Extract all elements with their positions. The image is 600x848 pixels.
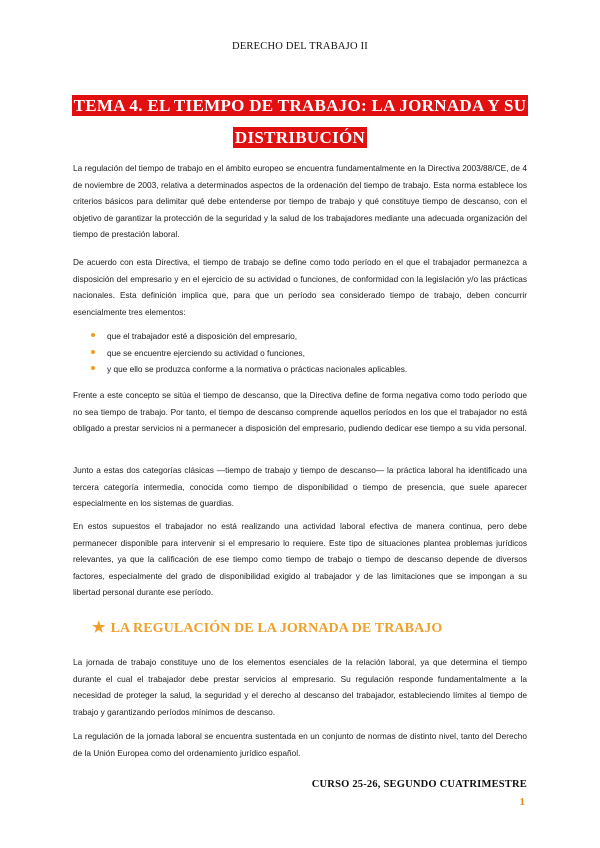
paragraph-text: En estos supuestos el trabajador no está realizando una actividad laboral efectiva de manera continua, pero debe permanecer disponible para intervenir si el empresario lo requiere. Este tipo de situaciones plantea problemas jurídicos relevantes, ya que la calificación de ese tiempo como tiempo de trabajo o tiempo de descanso depende de diversos factores, especialmente del grado de disponibilidad exigido al trabajador y de las limitaciones que se impongan a su libertad personal durante ese período. — [73, 521, 527, 597]
list-item — [91, 328, 511, 345]
list-item — [91, 361, 511, 378]
running-header: DERECHO DEL TRABAJO II — [232, 41, 368, 52]
chapter-title-line-2: DISTRIBUCIÓN — [234, 128, 366, 147]
list-item-text: y que ello se produzca conforme a la normativa o prácticas nacionales aplicables. — [107, 364, 408, 374]
paragraph-text: Junto a estas dos categorías clásicas —tiempo de trabajo y tiempo de descanso— la práctica laboral ha identificado una tercera categoría intermedia, conocida como tiempo de disponibilidad o tiempo de presencia, que suele aparecer especialmente en los sistemas de guardias. — [73, 465, 527, 508]
paragraph-2 — [73, 254, 527, 320]
paragraph-7 — [73, 728, 527, 761]
bullet-icon — [91, 333, 95, 337]
paragraph-text: La regulación del tiempo de trabajo en el ámbito europeo se encuentra fundamentalmente en la Directiva 2003/88/CE, de 4 de noviembre de 2003, relativa a determinados aspectos de la ordenación del tiempo de trabajo. Esta norma establece los criterios básicos para delimitar qué debe entenderse por tiempo de trabajo y qué constituye tiempo de descanso, con el objetivo de garantizar la protección de la seguridad y la salud de los trabajadores mediante una adecuada organización del tiempo de prestación laboral. — [73, 163, 527, 239]
list-item — [91, 345, 511, 362]
elements-list — [91, 328, 511, 378]
paragraph-5 — [73, 518, 527, 601]
section-heading-text: LA REGULACIÓN DE LA JORNADA DE TRABAJO — [110, 621, 443, 636]
chapter-title-line-1: TEMA 4. EL TIEMPO DE TRABAJO: LA JORNADA Y SU — [73, 96, 527, 115]
paragraph-1 — [73, 160, 527, 243]
paragraph-4 — [73, 462, 527, 512]
list-item-text: que el trabajador esté a disposición del empresario, — [107, 331, 298, 341]
footer-course: CURSO 25-26, SEGUNDO CUATRIMESTRE — [311, 779, 527, 790]
paragraph-text: La regulación de la jornada laboral se encuentra sustentada en un conjunto de normas de distinto nivel, tanto del Derecho de la Unión Europea como del ordenamiento jurídico español. — [73, 731, 527, 758]
paragraph-text: Frente a este concepto se sitúa el tiempo de descanso, que la Directiva define de forma negativa como todo período que no sea tiempo de trabajo. Por tanto, el tiempo de descanso comprende aquellos períodos en los que el trabajador no está obligado a prestar servicios ni a permanecer a disposición del empresario, pudiendo dedicar ese tiempo a su vida personal. — [73, 390, 527, 433]
chapter-title — [0, 95, 600, 148]
bullet-icon — [91, 350, 95, 354]
page-number: 1 — [519, 796, 525, 808]
list-item-text: que se encuentre ejerciendo su actividad o funciones, — [107, 347, 305, 358]
paragraph-6 — [73, 654, 527, 720]
paragraph-text: De acuerdo con esta Directiva, el tiempo de trabajo se define como todo período en el que el trabajador permanezca a disposición del empresario y en el ejercicio de su actividad o funciones, de conformidad con la legislación y/o las prácticas nacionales. Esta definición implica que, para que un período sea considerado tiempo de trabajo, deben concurrir esencialmente tres elementos: — [73, 257, 527, 317]
paragraph-text: La jornada de trabajo constituye uno de los elementos esenciales de la relación laboral, ya que determina el tiempo durante el cual el trabajador debe prestar servicios al empresario. Su regulación responde fundamentalmente a la necesidad de proteger la salud, la seguridad y el derecho al descanso del trabajador, estableciendo límites al tiempo de trabajo y garantizando períodos mínimos de descanso. — [73, 657, 527, 717]
paragraph-3 — [73, 387, 527, 437]
bullet-icon — [91, 366, 95, 370]
star-icon: ★ — [92, 620, 106, 636]
section-heading — [92, 618, 442, 637]
